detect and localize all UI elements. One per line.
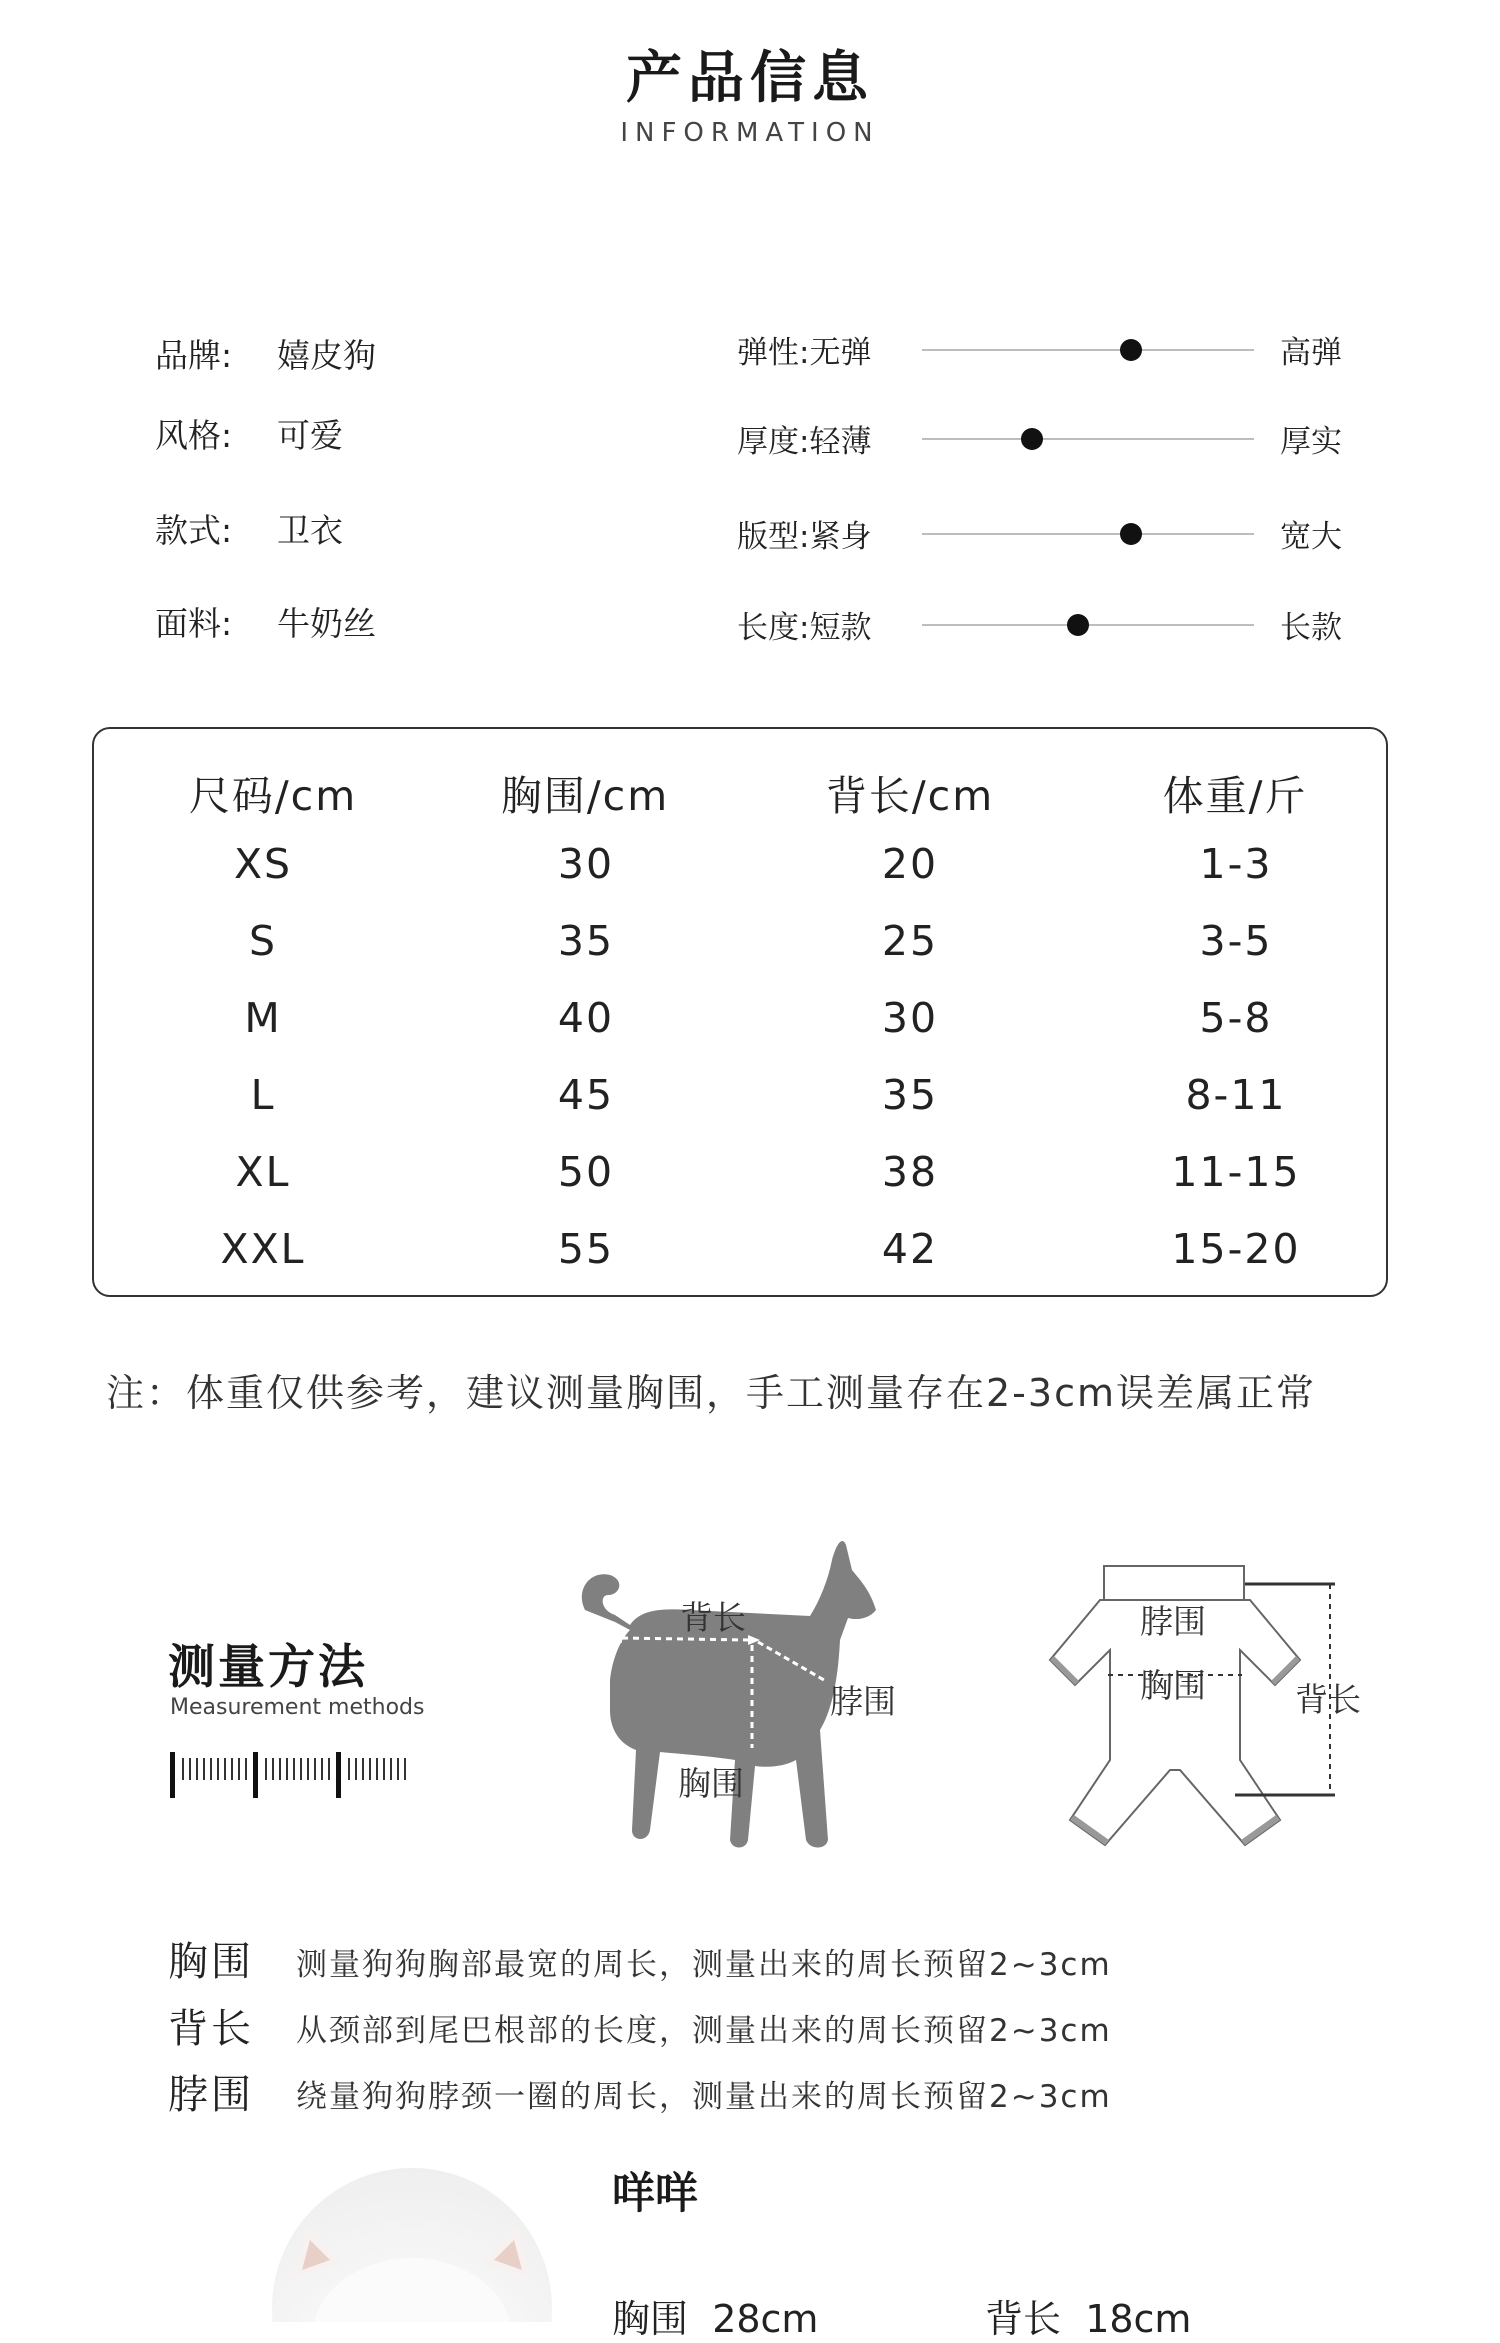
dog-back-label: 背长 (680, 1598, 746, 1637)
desc-text-back: 从颈部到尾巴根部的长度，测量出来的周长预留2~3cm (296, 2013, 1112, 2049)
desc-text-chest: 测量狗狗胸部最宽的周长，测量出来的周长预留2~3cm (296, 1947, 1112, 1983)
scale-elasticity-dot (1120, 339, 1142, 361)
scale-fit-track (922, 533, 1254, 535)
pet-photo (272, 2168, 552, 2322)
scale-elasticity-track (922, 349, 1254, 351)
size-header: 胸围/cm (500, 772, 670, 820)
size-cell: 30 (557, 840, 615, 888)
size-cell: 3-5 (1199, 917, 1273, 965)
page-subtitle: INFORMATION (620, 118, 880, 148)
pet-chest: 胸围 28cm (612, 2297, 819, 2341)
scale-fit-dot (1120, 523, 1142, 545)
info-style (155, 410, 343, 457)
dog-chest-label: 胸围 (678, 1764, 744, 1803)
size-cell: 35 (881, 1071, 939, 1119)
size-cell: XS (233, 840, 293, 888)
size-note: 注：体重仅供参考，建议测量胸围，手工测量存在2-3cm误差属正常 (106, 1371, 1316, 1415)
page-title: 产品信息 (626, 46, 874, 111)
measure-title: 测量方法 (168, 1640, 368, 1695)
scale-fit-high: 宽大 (1280, 519, 1342, 555)
size-cell: 15-20 (1171, 1225, 1301, 1273)
size-cell: 25 (881, 917, 939, 965)
dog-neck-label: 脖围 (830, 1682, 896, 1721)
scale-thickness-label: 厚度:轻薄 (737, 424, 872, 460)
scale-fit-label: 版型:紧身 (737, 519, 872, 555)
size-cell: 35 (557, 917, 615, 965)
size-cell: 42 (881, 1225, 939, 1273)
size-cell: 45 (557, 1071, 615, 1119)
size-cell: XL (235, 1148, 291, 1196)
size-cell: M (244, 994, 282, 1042)
size-header: 尺码/cm (188, 772, 358, 820)
info-label: 款式: (155, 511, 233, 550)
info-brand (155, 330, 376, 377)
size-cell: 5-8 (1199, 994, 1273, 1042)
size-cell: 40 (557, 994, 615, 1042)
scale-length-high: 长款 (1280, 610, 1342, 646)
scale-thickness-high: 厚实 (1280, 424, 1342, 460)
info-label: 风格: (155, 416, 233, 455)
size-cell: 38 (881, 1148, 939, 1196)
scale-elasticity-high: 高弹 (1280, 335, 1342, 371)
scale-length-label: 长度:短款 (737, 610, 872, 646)
size-cell: 50 (557, 1148, 615, 1196)
size-cell: 30 (881, 994, 939, 1042)
size-header: 体重/斤 (1162, 772, 1308, 820)
size-cell: L (250, 1071, 276, 1119)
shirt-neck-label: 脖围 (1140, 1602, 1206, 1641)
info-fabric (155, 598, 376, 645)
size-cell: 1-3 (1199, 840, 1273, 888)
size-cell: 8-11 (1185, 1071, 1287, 1119)
shirt-chest-label: 胸围 (1140, 1666, 1206, 1705)
pet-name: 咩咩 (612, 2169, 698, 2219)
info-value: 嬉皮狗 (277, 336, 376, 375)
desc-key-chest: 胸围 (168, 1939, 254, 1985)
info-label: 面料: (155, 604, 233, 643)
ruler-icon (168, 1740, 418, 1800)
scale-thickness-dot (1021, 428, 1043, 450)
size-cell: 11-15 (1171, 1148, 1301, 1196)
desc-text-neck: 绕量狗狗脖颈一圈的周长，测量出来的周长预留2~3cm (296, 2079, 1112, 2115)
size-cell: 20 (881, 840, 939, 888)
info-value: 卫衣 (277, 511, 343, 550)
info-label: 品牌: (155, 336, 233, 375)
pet-back: 背长 18cm (985, 2297, 1192, 2341)
scale-thickness-track (922, 438, 1254, 440)
size-cell: XXL (220, 1225, 306, 1273)
size-cell: S (248, 917, 278, 965)
info-type (155, 505, 343, 552)
desc-key-back: 背长 (168, 2006, 254, 2052)
shirt-back-label: 背长 (1295, 1680, 1361, 1719)
scale-elasticity-label: 弹性:无弹 (737, 335, 872, 371)
scale-length-dot (1067, 614, 1089, 636)
size-cell: 55 (557, 1225, 615, 1273)
info-value: 牛奶丝 (277, 604, 376, 643)
measure-subtitle: Measurement methods (170, 1695, 425, 1720)
desc-key-neck: 脖围 (168, 2072, 254, 2118)
size-header: 背长/cm (825, 772, 995, 820)
info-value: 可爱 (277, 416, 343, 455)
